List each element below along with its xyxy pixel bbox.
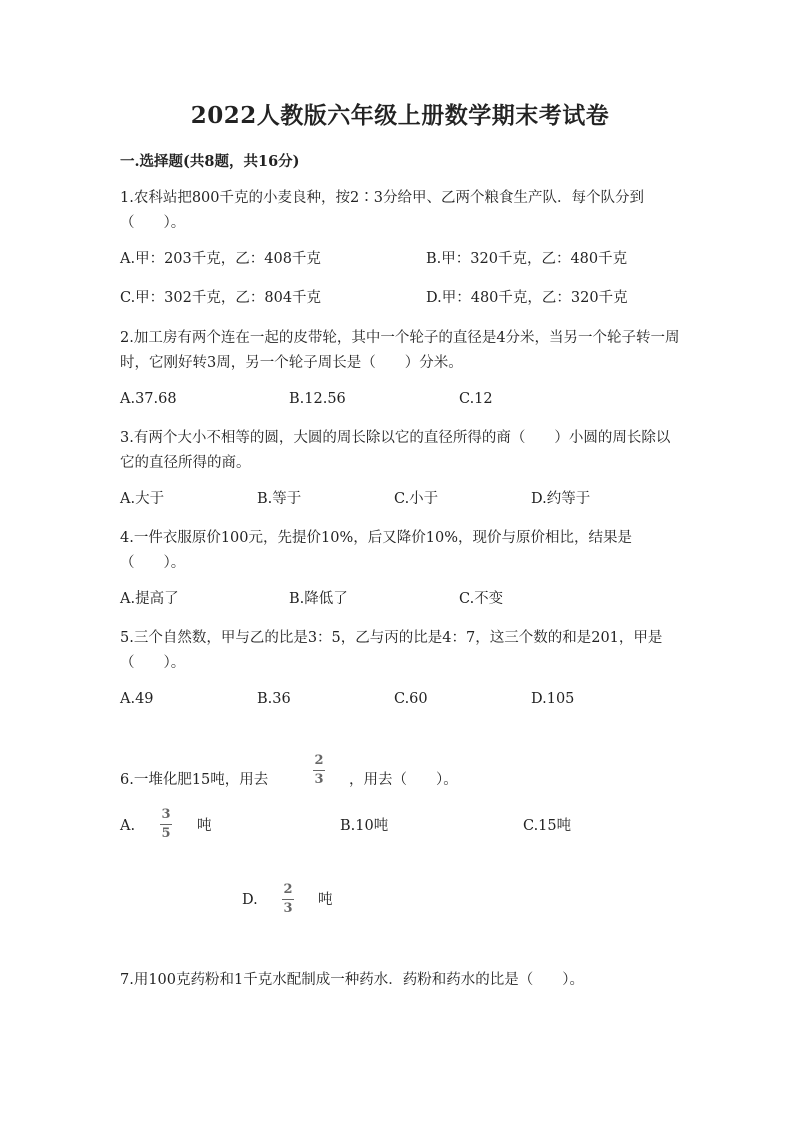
- q6-option-d-fraction: [282, 883, 294, 916]
- question-5: 5.三个自然数，甲与乙的比是3：5，乙与丙的比是4：7，这三个数的和是201，甲是（ ）。: [120, 630, 663, 671]
- q2-option-c[interactable]: C.12: [459, 391, 493, 407]
- q4-option-c[interactable]: C.不变: [459, 591, 504, 607]
- q6-option-c[interactable]: C.15吨: [523, 818, 572, 834]
- q6-option-d-label[interactable]: D.: [242, 892, 258, 908]
- question-6-stem-end: ，用去（ ）。: [349, 772, 458, 788]
- q5-option-c[interactable]: C.60: [394, 691, 428, 707]
- question-7: 7.用100克药粉和1千克水配制成一种药水．药粉和药水的比是（ ）。: [120, 972, 584, 988]
- fraction-bar: [313, 770, 325, 771]
- q6-option-d-numerator: 2: [283, 882, 293, 897]
- q6-option-a-denominator: 5: [161, 826, 171, 841]
- q4-option-a[interactable]: A.提高了: [120, 591, 179, 607]
- fraction-bar: [282, 899, 294, 900]
- question-6-stem-start: 6.一堆化肥15吨，用去: [120, 772, 269, 788]
- question-2: 2.加工房有两个连在一起的皮带轮，其中一个轮子的直径是4分米，当另一个轮子转一周时，它刚好转3周，另一个轮子周长是（ ）分米。: [120, 330, 680, 371]
- q3-option-d[interactable]: D.约等于: [531, 491, 591, 507]
- q3-option-c[interactable]: C.小于: [394, 491, 439, 507]
- q6-stem-fraction: [313, 754, 325, 787]
- q3-option-a[interactable]: A.大于: [120, 491, 165, 507]
- q6-stem-denominator: 3: [314, 772, 324, 787]
- q6-stem-numerator: 2: [314, 753, 324, 768]
- q6-option-a-unit: 吨: [197, 818, 212, 834]
- q5-option-d[interactable]: D.105: [531, 691, 575, 707]
- q6-option-b[interactable]: B.10吨: [340, 818, 389, 834]
- fraction-bar: [160, 824, 172, 825]
- q2-option-a[interactable]: A.37.68: [120, 391, 177, 407]
- question-1: 1.农科站把800千克的小麦良种，按2∶3分给甲、乙两个粮食生产队．每个队分到（ ）。: [120, 190, 644, 231]
- question-3: 3.有两个大小不相等的圆，大圆的周长除以它的直径所得的商（ ）小圆的周长除以它的直径所得的商。: [120, 430, 671, 471]
- q2-option-b[interactable]: B.12.56: [289, 391, 346, 407]
- q6-option-d-unit: 吨: [318, 892, 333, 908]
- q6-option-a-numerator: 3: [161, 807, 171, 822]
- q5-option-a[interactable]: A.49: [120, 691, 154, 707]
- page-title: 2022人教版六年级上册数学期末考试卷: [190, 102, 610, 129]
- section-heading: 一.选择题(共8题，共16分): [120, 153, 300, 170]
- q1-option-d[interactable]: D.甲：480千克，乙：320千克: [426, 290, 628, 306]
- q3-option-b[interactable]: B.等于: [257, 491, 302, 507]
- q6-option-a-label[interactable]: A.: [120, 818, 136, 834]
- question-4: 4.一件衣服原价100元，先提价10%，后又降价10%，现价与原价相比，结果是（ ）。: [120, 530, 632, 571]
- q1-option-b[interactable]: B.甲：320千克，乙：480千克: [426, 251, 628, 267]
- q6-option-a-fraction: [160, 808, 172, 841]
- q1-option-c[interactable]: C.甲：302千克，乙：804千克: [120, 290, 322, 306]
- q6-option-d-denominator: 3: [283, 901, 293, 916]
- q1-option-a[interactable]: A.甲：203千克，乙：408千克: [120, 251, 321, 267]
- q4-option-b[interactable]: B.降低了: [289, 591, 348, 607]
- q5-option-b[interactable]: B.36: [257, 691, 291, 707]
